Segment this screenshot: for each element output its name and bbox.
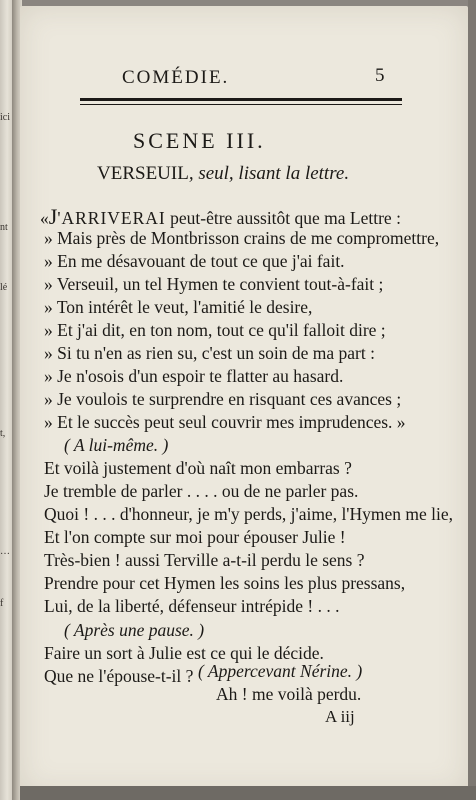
signature-mark: A iij <box>325 707 355 726</box>
letter-line-text: Si tu n'en as rien su, c'est un soin de ma part : <box>57 343 375 363</box>
quote-mark: » <box>44 297 53 317</box>
stage-direction-aside: ( A lui-même. ) <box>64 435 169 455</box>
open-quote: « <box>40 208 49 228</box>
verse-line: Que ne l'épouse-t-il ? <box>44 666 194 686</box>
page-edge-shadow <box>468 0 476 800</box>
quote-mark: » <box>44 366 53 386</box>
stage-direction-pause: ( Après une pause. ) <box>64 620 205 640</box>
quote-mark: » <box>44 274 53 294</box>
verse-line: Et voilà justement d'où naît mon embarras ? <box>44 458 352 478</box>
letter-line <box>44 391 401 409</box>
facing-page-fragment: … <box>0 546 10 557</box>
opening-word: 'ARRIVERAI <box>57 208 166 228</box>
verse-line: Et l'on compte sur moi pour épouser Julie ! <box>44 527 346 547</box>
stage-direction-noticing: ( Appercevant Nérine. ) <box>198 661 363 681</box>
letter-line-text: Et le succès peut seul couvrir mes imprudences. » <box>57 412 406 432</box>
letter-line-text: Je n'osois d'un espoir te flatter au hasard. <box>57 366 344 386</box>
verse-line: Très-bien ! aussi Terville a-t-il perdu le sens ? <box>44 550 365 570</box>
page-bottom-shadow <box>20 786 476 800</box>
quote-mark: » <box>44 228 53 248</box>
letter-line-text: Et j'ai dit, en ton nom, tout ce qu'il falloit dire ; <box>57 320 386 340</box>
quote-mark: » <box>44 320 53 340</box>
drop-cap: J <box>48 204 58 229</box>
header-rule-thick <box>80 98 402 101</box>
letter-line-text: Ton intérêt le veut, l'amitié le desire, <box>56 297 313 317</box>
page-number: 5 <box>375 65 385 86</box>
quote-mark: » <box>44 251 53 271</box>
letter-line <box>44 299 312 317</box>
letter-line <box>44 230 439 248</box>
quote-mark: » <box>44 343 53 363</box>
letter-line-text: Mais près de Montbrisson crains de me compromettre, <box>57 228 440 248</box>
quote-mark: » <box>44 412 53 432</box>
facing-page-fragment: lé <box>0 282 8 293</box>
facing-page-fragment: f <box>0 598 4 609</box>
running-head: COMÉDIE. <box>122 67 230 88</box>
letter-line <box>40 206 401 228</box>
quote-mark: » <box>44 389 53 409</box>
letter-line <box>44 276 383 294</box>
verse-line: Quoi ! . . . d'honneur, je m'y perds, j'aime, l'Hymen me lie, <box>44 504 453 524</box>
scene-heading <box>97 164 349 183</box>
letter-line <box>44 253 345 271</box>
letter-line <box>44 414 406 432</box>
verse-line: Faire un sort à Julie est ce qui le décide. <box>44 643 324 663</box>
speaker-name: VERSEUIL <box>97 163 189 184</box>
verse-line: Lui, de la liberté, défenseur intrépide ! . . . <box>44 596 340 616</box>
verse-line: Prendre pour cet Hymen les soins les plus pressans, <box>44 573 406 593</box>
letter-line-text: peut-être aussitôt que ma Lettre : <box>165 208 401 228</box>
scene-title: SCENE III. <box>133 128 266 153</box>
verse-line: Je tremble de parler . . . . ou de ne parler pas. <box>44 481 359 501</box>
letter-line <box>44 345 375 363</box>
facing-page-fragment: t, <box>0 428 6 439</box>
final-verse-line: Ah ! me voilà perdu. <box>216 684 362 704</box>
header-rule-thin <box>80 104 402 105</box>
letter-line <box>44 322 386 340</box>
letter-line-text: Je voulois te surprendre en risquant ces avances ; <box>57 389 402 409</box>
facing-page-edge <box>0 0 12 800</box>
letter-line-text: Verseuil, un tel Hymen te convient tout-à-fait ; <box>56 274 384 294</box>
facing-page-fragment: nt <box>0 222 8 233</box>
letter-line <box>44 368 343 386</box>
letter-line-text: En me désavouant de tout ce que j'ai fait. <box>57 251 345 271</box>
stage-direction: , seul, lisant la lettre. <box>188 163 350 184</box>
facing-page-fragment: ici <box>0 112 10 123</box>
